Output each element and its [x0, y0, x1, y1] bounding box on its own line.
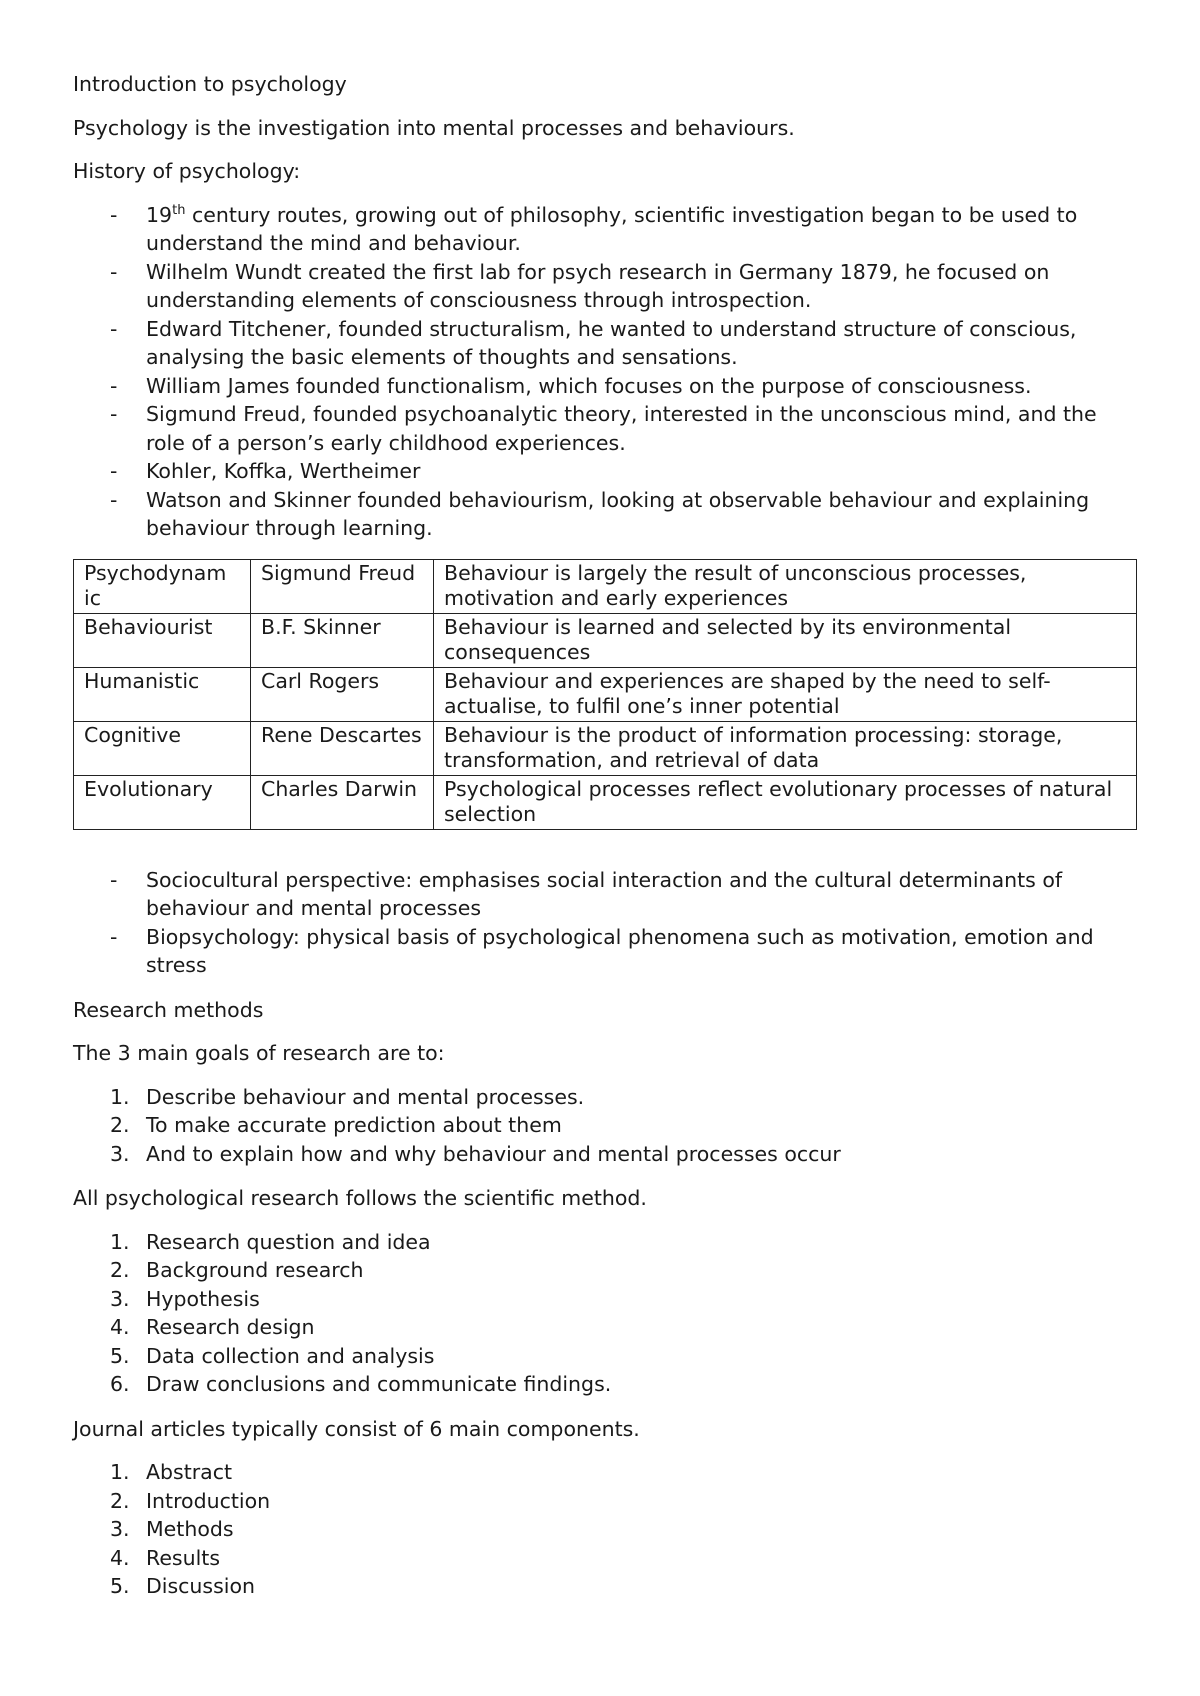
list-number: 1.: [110, 1084, 130, 1109]
list-item: [73, 1342, 1133, 1371]
list-number: 4.: [110, 1315, 130, 1339]
list-number: 3.: [110, 1517, 130, 1541]
list-item: [73, 372, 1133, 401]
perspective-cell: Behaviourist: [74, 613, 251, 667]
journal-component-text: Methods: [146, 1517, 234, 1541]
list-number: 5.: [110, 1574, 130, 1598]
history-item-text: Edward Titchener, founded structuralism, he wanted to understand structure of conscious, analysing the basic elements of thoughts and sensations.: [146, 316, 1077, 369]
list-item: [73, 1544, 1133, 1573]
table-row: [74, 721, 1137, 775]
person-cell: Rene Descartes: [251, 721, 434, 775]
description-cell: Behaviour is learned and selected by its environmental consequences: [434, 613, 1137, 667]
table-row: [74, 775, 1137, 829]
list-number: 3.: [110, 1141, 130, 1166]
person-cell: Carl Rogers: [251, 667, 434, 721]
list-item: [73, 866, 1133, 923]
dash-marker: -: [110, 402, 118, 426]
list-item: [73, 457, 1133, 486]
table-row: [74, 613, 1137, 667]
document-page: [73, 70, 1133, 1617]
goal-text: Describe behaviour and mental processes.: [146, 1084, 585, 1109]
dash-marker: -: [110, 373, 118, 398]
goal-text: To make accurate prediction about them: [146, 1113, 562, 1137]
history-item-text: Kohler, Koffka, Wertheimer: [146, 459, 421, 483]
document-title: Introduction to psychology: [73, 72, 347, 96]
list-item: [73, 1515, 1133, 1544]
list-item: [73, 1256, 1133, 1285]
person-cell: B.F. Skinner: [251, 613, 434, 667]
list-item: [73, 1285, 1133, 1314]
journal-component-text: Discussion: [146, 1574, 256, 1598]
description-cell: Psychological processes reflect evolutionary processes of natural selection: [434, 775, 1137, 829]
perspective-cell: Cognitive: [74, 721, 251, 775]
method-step-text: Hypothesis: [146, 1286, 260, 1311]
table-row: [74, 667, 1137, 721]
method-steps-list: [73, 1228, 1133, 1399]
person-cell: Charles Darwin: [251, 775, 434, 829]
method-intro: All psychological research follows the scientific method.: [73, 1186, 647, 1210]
perspective-cell: Humanistic: [74, 667, 251, 721]
method-step-text: Research design: [146, 1315, 315, 1339]
dash-marker: -: [110, 459, 118, 483]
list-item: [73, 1313, 1133, 1342]
list-number: 5.: [110, 1343, 130, 1368]
list-item: [73, 258, 1133, 315]
description-cell: Behaviour is largely the result of unconscious processes, motivation and early experiences: [434, 559, 1137, 613]
list-item: [73, 1140, 1133, 1169]
dash-marker: -: [110, 316, 118, 341]
method-step-text: Data collection and analysis: [146, 1343, 435, 1368]
perspective-item-text: Sociocultural perspective: emphasises social interaction and the cultural determinants of behaviour and mental processes: [146, 867, 1063, 920]
goals-list: [73, 1083, 1133, 1169]
method-step-text: Draw conclusions and communicate findings.: [146, 1372, 612, 1396]
list-item: [73, 1370, 1133, 1399]
dash-marker: -: [110, 867, 118, 892]
perspective-item-text: Biopsychology: physical basis of psychological phenomena such as motivation, emotion and stress: [146, 924, 1094, 977]
perspective-cell: Evolutionary: [74, 775, 251, 829]
journal-component-text: Introduction: [146, 1488, 271, 1513]
history-item-text: William James founded functionalism, which focuses on the purpose of consciousness.: [146, 373, 1032, 398]
table-row: [74, 559, 1137, 613]
goals-intro: The 3 main goals of research are to:: [73, 1041, 445, 1065]
description-cell: Behaviour and experiences are shaped by the need to self-actualise, to fulfil one’s inner potential: [434, 667, 1137, 721]
superscript: th: [172, 202, 186, 218]
list-item: [73, 486, 1133, 543]
list-item: [73, 1111, 1133, 1140]
list-item: [73, 315, 1133, 372]
list-item: [73, 1572, 1133, 1601]
list-number: 1.: [110, 1460, 130, 1484]
perspectives-table: [73, 559, 1137, 830]
list-item: [73, 1083, 1133, 1112]
dash-marker: -: [110, 924, 118, 949]
history-item-text: Wilhelm Wundt created the first lab for psych research in Germany 1879, he focused on understanding elements of consciousness through introspection.: [146, 259, 1050, 312]
list-number: 1.: [110, 1229, 130, 1254]
dash-marker: -: [110, 202, 118, 227]
list-item: [73, 1458, 1133, 1487]
description-cell: Behaviour is the product of information processing: storage, transformation, and retrieval of data: [434, 721, 1137, 775]
perspective-cell: Psychodynam ic: [74, 559, 251, 613]
perspective-list: [73, 866, 1133, 980]
list-number: 3.: [110, 1286, 130, 1311]
definition-paragraph: Psychology is the investigation into mental processes and behaviours.: [73, 115, 795, 140]
research-heading: Research methods: [73, 997, 264, 1022]
dash-marker: -: [110, 487, 118, 512]
history-item-text: 19th century routes, growing out of philosophy, scientific investigation began to be used to understand the mind and behaviour.: [146, 202, 1078, 255]
list-item: [73, 923, 1133, 980]
list-number: 2.: [110, 1488, 130, 1513]
dash-marker: -: [110, 259, 118, 284]
list-item: [73, 1487, 1133, 1516]
method-step-text: Research question and idea: [146, 1229, 431, 1254]
history-item-text: Watson and Skinner founded behaviourism, looking at observable behaviour and explaining behaviour through learning.: [146, 487, 1090, 540]
list-item: [73, 400, 1133, 457]
history-item-text: Sigmund Freud, founded psychoanalytic theory, interested in the unconscious mind, and the role of a person’s early childhood experiences.: [146, 402, 1097, 455]
goal-text: And to explain how and why behaviour and mental processes occur: [146, 1141, 841, 1166]
list-item: [73, 1228, 1133, 1257]
journal-components-list: [73, 1458, 1133, 1601]
journal-component-text: Results: [146, 1545, 221, 1570]
person-cell: Sigmund Freud: [251, 559, 434, 613]
method-step-text: Background research: [146, 1258, 364, 1282]
list-number: 2.: [110, 1113, 130, 1137]
list-number: 6.: [110, 1372, 130, 1396]
journal-intro: Journal articles typically consist of 6 main components.: [73, 1416, 640, 1441]
history-list: [73, 201, 1133, 543]
list-number: 2.: [110, 1258, 130, 1282]
list-item: [73, 201, 1133, 258]
history-heading: History of psychology:: [73, 159, 301, 183]
journal-component-text: Abstract: [146, 1460, 233, 1484]
list-number: 4.: [110, 1545, 130, 1570]
